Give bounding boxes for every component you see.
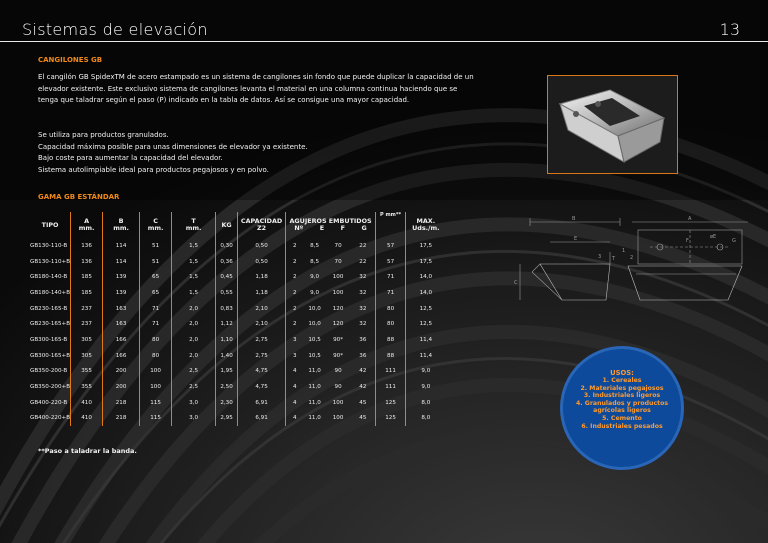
- section-title-cangilones: CANGILONES GB: [38, 56, 103, 64]
- table-cell: 4: [286, 395, 304, 411]
- table-cell: 136: [71, 254, 103, 270]
- table-cell: 1,18: [238, 269, 286, 285]
- header-b: B mm.: [103, 212, 140, 238]
- table-cell: 6,91: [238, 395, 286, 411]
- table-cell: 3: [286, 332, 304, 348]
- table-cell: 2: [286, 269, 304, 285]
- table-cell: 90*: [333, 336, 344, 343]
- feature-item: Capacidad máxima posible para unas dimensiones de elevador ya existente.: [38, 142, 308, 151]
- table-cell: 1,95: [216, 364, 238, 380]
- table-cell: 4: [286, 379, 304, 395]
- table-cell: 2,0: [172, 348, 216, 364]
- header-kg: KG: [216, 212, 238, 238]
- usos-badge: [560, 346, 684, 470]
- header-tipo: TIPO: [41, 220, 59, 229]
- table-cell: 8,0: [406, 411, 446, 427]
- table-cell: 11,0: [308, 415, 321, 422]
- table-cell: 11,0: [308, 384, 321, 391]
- page-title: Sistemas de elevación: [22, 20, 208, 39]
- table-row: [30, 379, 446, 395]
- section-title-gama: GAMA GB ESTÁNDAR: [38, 193, 120, 201]
- table-cell: GB400-220+B: [30, 415, 71, 422]
- table-cell: 2: [286, 238, 304, 254]
- feature-item: Bajo coste para aumentar la capacidad del elevador.: [38, 154, 223, 163]
- table-cell: 57: [376, 238, 406, 254]
- drawing-label: B: [572, 216, 576, 222]
- table-cell: 139: [103, 285, 140, 301]
- table-row: [30, 301, 446, 317]
- table-cell: 1,40: [216, 348, 238, 364]
- table-cell: 2,0: [172, 301, 216, 317]
- table-cell: GB230-165+B: [30, 321, 71, 328]
- table-cell: 11,0: [308, 368, 321, 375]
- table-cell: 166: [103, 332, 140, 348]
- table-cell: 3: [286, 348, 304, 364]
- header-agujeros: AGUJEROS EMBUTIDOS Nº E F G: [286, 212, 376, 238]
- table-cell: 9,0: [310, 274, 320, 281]
- drawing-label: 3: [598, 254, 602, 260]
- table-cell: 4: [286, 364, 304, 380]
- table-cell: 2: [286, 301, 304, 317]
- table-cell: 2,5: [172, 364, 216, 380]
- table-cell: 100: [140, 379, 172, 395]
- table-cell: 4: [286, 411, 304, 427]
- table-cell: 10,0: [308, 321, 321, 328]
- table-cell: 2,95: [216, 411, 238, 427]
- table-cell: 11,0: [308, 399, 321, 406]
- table-cell: GB180-140-B: [30, 274, 68, 281]
- table-cell: 6,91: [238, 411, 286, 427]
- footnote: **Paso a taladrar la banda.: [38, 447, 137, 455]
- spec-table: [30, 212, 446, 426]
- header-t: T mm.: [172, 212, 216, 238]
- table-cell: 120: [332, 321, 344, 328]
- table-cell: 22: [359, 258, 367, 265]
- table-cell: 88: [376, 348, 406, 364]
- table-cell: 88: [376, 332, 406, 348]
- table-cell: 90: [334, 368, 342, 375]
- table-cell: 11,4: [406, 332, 446, 348]
- table-row: [30, 348, 446, 364]
- usos-item: 1. Cereales: [602, 377, 642, 384]
- usos-item: 6. Industriales pesados: [581, 422, 663, 430]
- table-cell: 36: [359, 336, 367, 343]
- table-cell: 17,5: [406, 254, 446, 270]
- table-cell: 100: [332, 415, 344, 422]
- table-cell: 1,5: [172, 285, 216, 301]
- table-cell: GB300-165+B: [30, 352, 71, 359]
- table-cell: 0,30: [216, 238, 238, 254]
- table-cell: 237: [71, 301, 103, 317]
- header-max: MAX. Uds./m.: [406, 212, 446, 238]
- table-cell: GB400-220-B: [30, 399, 68, 406]
- drawing-label: T: [612, 256, 616, 262]
- table-cell: 115: [140, 395, 172, 411]
- table-cell: 32: [359, 274, 367, 281]
- table-cell: 22: [359, 242, 367, 249]
- table-cell: 1,18: [238, 285, 286, 301]
- drawing-label: 1: [622, 248, 626, 254]
- table-cell: 42: [359, 384, 367, 391]
- drawing-label: C: [514, 280, 518, 286]
- table-cell: 136: [71, 238, 103, 254]
- table-cell: 237: [71, 316, 103, 332]
- table-cell: 2,0: [172, 332, 216, 348]
- table-cell: 185: [71, 285, 103, 301]
- table-cell: 115: [140, 411, 172, 427]
- table-cell: 166: [103, 348, 140, 364]
- table-row: [30, 238, 446, 254]
- table-row: [30, 364, 446, 380]
- table-cell: 2,75: [238, 332, 286, 348]
- table-cell: 14,0: [406, 285, 446, 301]
- table-cell: 139: [103, 269, 140, 285]
- table-cell: 114: [103, 238, 140, 254]
- table-row: [30, 411, 446, 427]
- intro-paragraph: El cangilón GB SpidexTM de acero estampado es un sistema de cangilones sin fondo que puede duplicar la capacidad de un elevador existente. Este exclusivo sistema de cangilones levanta el material en una columna continua haciendo que se tenga que taladrar según el paso (P) indicado en la tabla de datos. Así se consigue una mayor capacidad.: [38, 73, 474, 105]
- table-cell: 2: [286, 285, 304, 301]
- drawing-label: F: [686, 238, 689, 244]
- usos-item: 3. Industriales ligeros: [583, 392, 661, 400]
- table-cell: 80: [376, 316, 406, 332]
- header-a: A mm.: [71, 212, 103, 238]
- table-cell: 80: [140, 348, 172, 364]
- table-cell: 12,5: [406, 301, 446, 317]
- table-cell: 3,0: [172, 395, 216, 411]
- table-cell: 125: [376, 395, 406, 411]
- table-cell: 0,36: [216, 254, 238, 270]
- table-cell: 51: [140, 254, 172, 270]
- table-cell: 0,55: [216, 285, 238, 301]
- table-cell: 32: [359, 305, 367, 312]
- table-cell: 4,75: [238, 364, 286, 380]
- table-cell: 2: [286, 254, 304, 270]
- page-number: 13: [719, 20, 740, 39]
- table-cell: 100: [332, 274, 344, 281]
- table-cell: GB130-110+B: [30, 258, 71, 265]
- usos-item: 4. Granulados y productos agrícolas ligeros: [575, 399, 669, 415]
- table-row: [30, 332, 446, 348]
- table-cell: GB350-200-B: [30, 368, 68, 375]
- table-cell: 9,0: [406, 379, 446, 395]
- table-row: [30, 316, 446, 332]
- table-cell: 71: [140, 301, 172, 317]
- drawing-label: øE: [710, 234, 717, 240]
- table-cell: 1,5: [172, 269, 216, 285]
- table-cell: 8,0: [406, 395, 446, 411]
- table-cell: 80: [376, 301, 406, 317]
- table-cell: 57: [376, 254, 406, 270]
- table-cell: 9,0: [406, 364, 446, 380]
- table-cell: 355: [71, 364, 103, 380]
- table-cell: 8,5: [310, 242, 320, 249]
- table-cell: 0,45: [216, 269, 238, 285]
- table-cell: 71: [140, 316, 172, 332]
- table-cell: 10,5: [308, 352, 321, 359]
- table-cell: 11,4: [406, 348, 446, 364]
- table-cell: 36: [359, 352, 367, 359]
- table-cell: 2,5: [172, 379, 216, 395]
- table-cell: 0,50: [238, 238, 286, 254]
- table-cell: 100: [332, 289, 344, 296]
- table-cell: 1,5: [172, 254, 216, 270]
- table-cell: GB350-200+B: [30, 384, 71, 391]
- table-cell: GB130-110-B: [30, 242, 68, 249]
- table-cell: 45: [359, 415, 367, 422]
- feature-list: [38, 130, 478, 176]
- drawing-label: E: [574, 236, 578, 242]
- table-cell: 111: [376, 364, 406, 380]
- table-cell: 410: [71, 395, 103, 411]
- table-cell: 32: [359, 289, 367, 296]
- drawing-label: 2: [630, 255, 634, 261]
- feature-item: Sistema autolimpiable ideal para productos pegajosos y en polvo.: [38, 165, 269, 174]
- table-cell: 14,0: [406, 269, 446, 285]
- table-cell: 200: [103, 379, 140, 395]
- table-cell: 185: [71, 269, 103, 285]
- table-cell: 71: [376, 269, 406, 285]
- table-cell: 100: [332, 399, 344, 406]
- table-cell: 80: [140, 332, 172, 348]
- table-row: [30, 254, 446, 270]
- table-cell: 2,75: [238, 348, 286, 364]
- table-cell: 65: [140, 285, 172, 301]
- table-cell: 1,10: [216, 332, 238, 348]
- header-divider: [0, 41, 768, 42]
- table-header-row: [30, 212, 446, 238]
- table-row: [30, 395, 446, 411]
- table-cell: GB230-165-B: [30, 305, 68, 312]
- drawing-label: A: [688, 216, 692, 222]
- table-cell: 17,5: [406, 238, 446, 254]
- table-cell: 32: [359, 321, 367, 328]
- usos-title: USOS:: [610, 369, 634, 377]
- table-cell: 65: [140, 269, 172, 285]
- table-row: [30, 285, 446, 301]
- table-cell: 2,50: [216, 379, 238, 395]
- table-cell: 410: [71, 411, 103, 427]
- table-cell: 12,5: [406, 316, 446, 332]
- table-cell: 305: [71, 332, 103, 348]
- table-cell: 10,0: [308, 305, 321, 312]
- table-cell: 120: [332, 305, 344, 312]
- feature-item: Se utiliza para productos granulados.: [38, 131, 169, 139]
- table-cell: 111: [376, 379, 406, 395]
- table-cell: 51: [140, 238, 172, 254]
- table-cell: 0,83: [216, 301, 238, 317]
- table-row: [30, 269, 446, 285]
- table-cell: 0,50: [238, 254, 286, 270]
- table-cell: 100: [140, 364, 172, 380]
- bucket-photo: [547, 75, 678, 174]
- table-cell: 90*: [333, 352, 344, 359]
- table-cell: 2: [286, 316, 304, 332]
- usos-item: 2. Materiales pegajosos: [580, 384, 664, 392]
- table-cell: 90: [334, 384, 342, 391]
- table-cell: 125: [376, 411, 406, 427]
- table-cell: 1,12: [216, 316, 238, 332]
- table-cell: 163: [103, 301, 140, 317]
- table-cell: 218: [103, 411, 140, 427]
- header-capacidad: CAPACIDAD Z2: [238, 212, 286, 238]
- table-cell: 1,5: [172, 238, 216, 254]
- table-cell: 4,75: [238, 379, 286, 395]
- table-cell: GB180-140+B: [30, 289, 71, 296]
- table-cell: 45: [359, 399, 367, 406]
- table-cell: 355: [71, 379, 103, 395]
- table-cell: 42: [359, 368, 367, 375]
- header-c: C mm.: [140, 212, 172, 238]
- table-cell: 10,5: [308, 336, 321, 343]
- table-cell: 2,0: [172, 316, 216, 332]
- table-cell: 3,0: [172, 411, 216, 427]
- technical-drawing: [510, 212, 750, 322]
- table-cell: 2,10: [238, 316, 286, 332]
- table-cell: 70: [334, 258, 342, 265]
- table-cell: 2,30: [216, 395, 238, 411]
- header-p: P mm**: [376, 212, 406, 238]
- table-cell: 9,0: [310, 289, 320, 296]
- usos-item: 5. Cemento: [602, 414, 642, 422]
- table-cell: 114: [103, 254, 140, 270]
- table-cell: 163: [103, 316, 140, 332]
- drawing-label: G: [732, 238, 736, 244]
- table-cell: 2,10: [238, 301, 286, 317]
- table-cell: 8,5: [310, 258, 320, 265]
- table-cell: 218: [103, 395, 140, 411]
- table-cell: 200: [103, 364, 140, 380]
- table-cell: 305: [71, 348, 103, 364]
- table-cell: 70: [334, 242, 342, 249]
- table-cell: 71: [376, 285, 406, 301]
- table-cell: GB300-165-B: [30, 336, 68, 343]
